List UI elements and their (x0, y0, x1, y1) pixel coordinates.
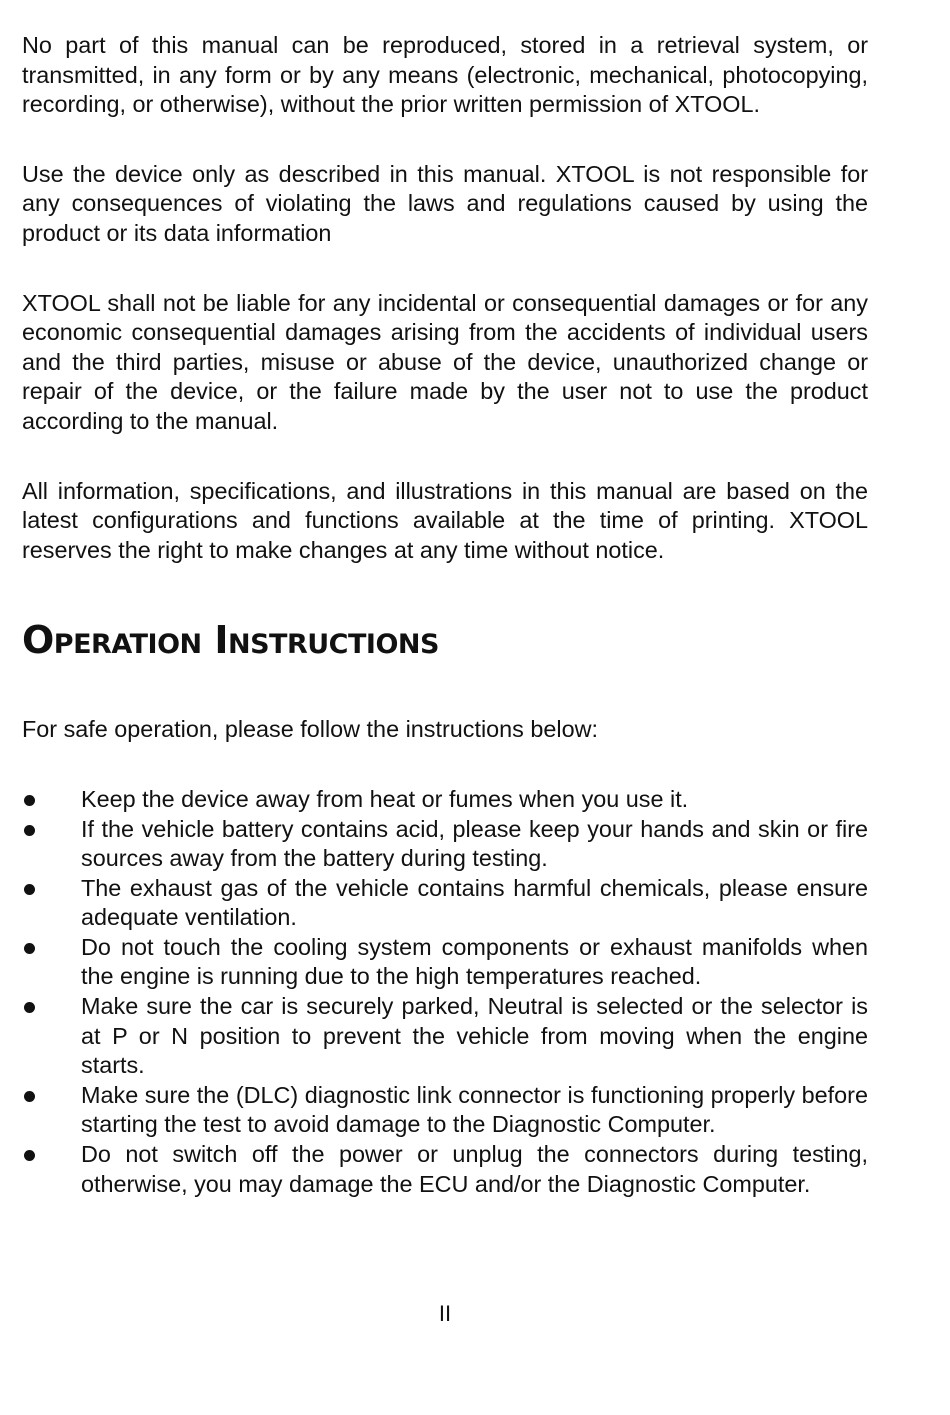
list-item (22, 992, 868, 1081)
liability-paragraph: XTOOL shall not be liable for any incidental or consequential damages or for any economic consequential damages arising from the accidents of individual users and the third parties, misuse or abuse of the device, unauthorized change or repair of the device, or the failure made by the user not to use the product according to the manual. (22, 289, 868, 434)
bullet-icon (24, 825, 35, 836)
list-item (22, 1081, 868, 1140)
list-item (22, 1140, 868, 1199)
usage-paragraph: Use the device only as described in this manual. XTOOL is not responsible for any consequences of violating the laws and regulations caused by using the product or its data information (22, 160, 868, 246)
section-intro: For safe operation, please follow the instructions below: (22, 716, 598, 743)
bullet-icon (24, 795, 35, 806)
list-item-text: Keep the device away from heat or fumes when you use it. (81, 785, 689, 812)
list-item (22, 815, 868, 874)
copyright-paragraph: No part of this manual can be reproduced, stored in a retrieval system, or transmitted, in any form or by any means (electronic, mechanical, photocopying, recording, or otherwise), without the prior written permission of XTOOL. (22, 32, 868, 118)
section-heading: Operation Instructions (22, 618, 439, 663)
specifications-paragraph: All information, specifications, and illustrations in this manual are based on the latest configurations and functions available at the time of printing. XTOOL reserves the right to make changes at any time without notice. (22, 477, 868, 563)
list-item-text: If the vehicle battery contains acid, please keep your hands and skin or fire sources away from the battery during testing. (81, 815, 868, 872)
list-item-text: Make sure the (DLC) diagnostic link connector is functioning properly before starting the test to avoid damage to the Diagnostic Computer. (81, 1081, 868, 1138)
list-item-text: Make sure the car is securely parked, Neutral is selected or the selector is at P or N position to prevent the vehicle from moving when the engine starts. (81, 993, 868, 1079)
list-item (22, 785, 868, 815)
bullet-icon (24, 1002, 35, 1013)
list-item (22, 933, 868, 992)
page-number: II (438, 1301, 452, 1326)
bullet-icon (24, 1150, 35, 1161)
bullet-icon (24, 884, 35, 895)
list-item (22, 874, 868, 933)
list-item-text: Do not touch the cooling system components or exhaust manifolds when the engine is running due to the high temperatures reached. (81, 933, 868, 990)
bullet-icon (24, 1091, 35, 1102)
list-item-text: The exhaust gas of the vehicle contains harmful chemicals, please ensure adequate ventilation. (81, 874, 868, 931)
list-item-text: Do not switch off the power or unplug the connectors during testing, otherwise, you may damage the ECU and/or the Diagnostic Computer. (81, 1141, 868, 1197)
instruction-list (22, 785, 868, 1199)
manual-page (22, 31, 868, 1199)
bullet-icon (24, 943, 35, 954)
